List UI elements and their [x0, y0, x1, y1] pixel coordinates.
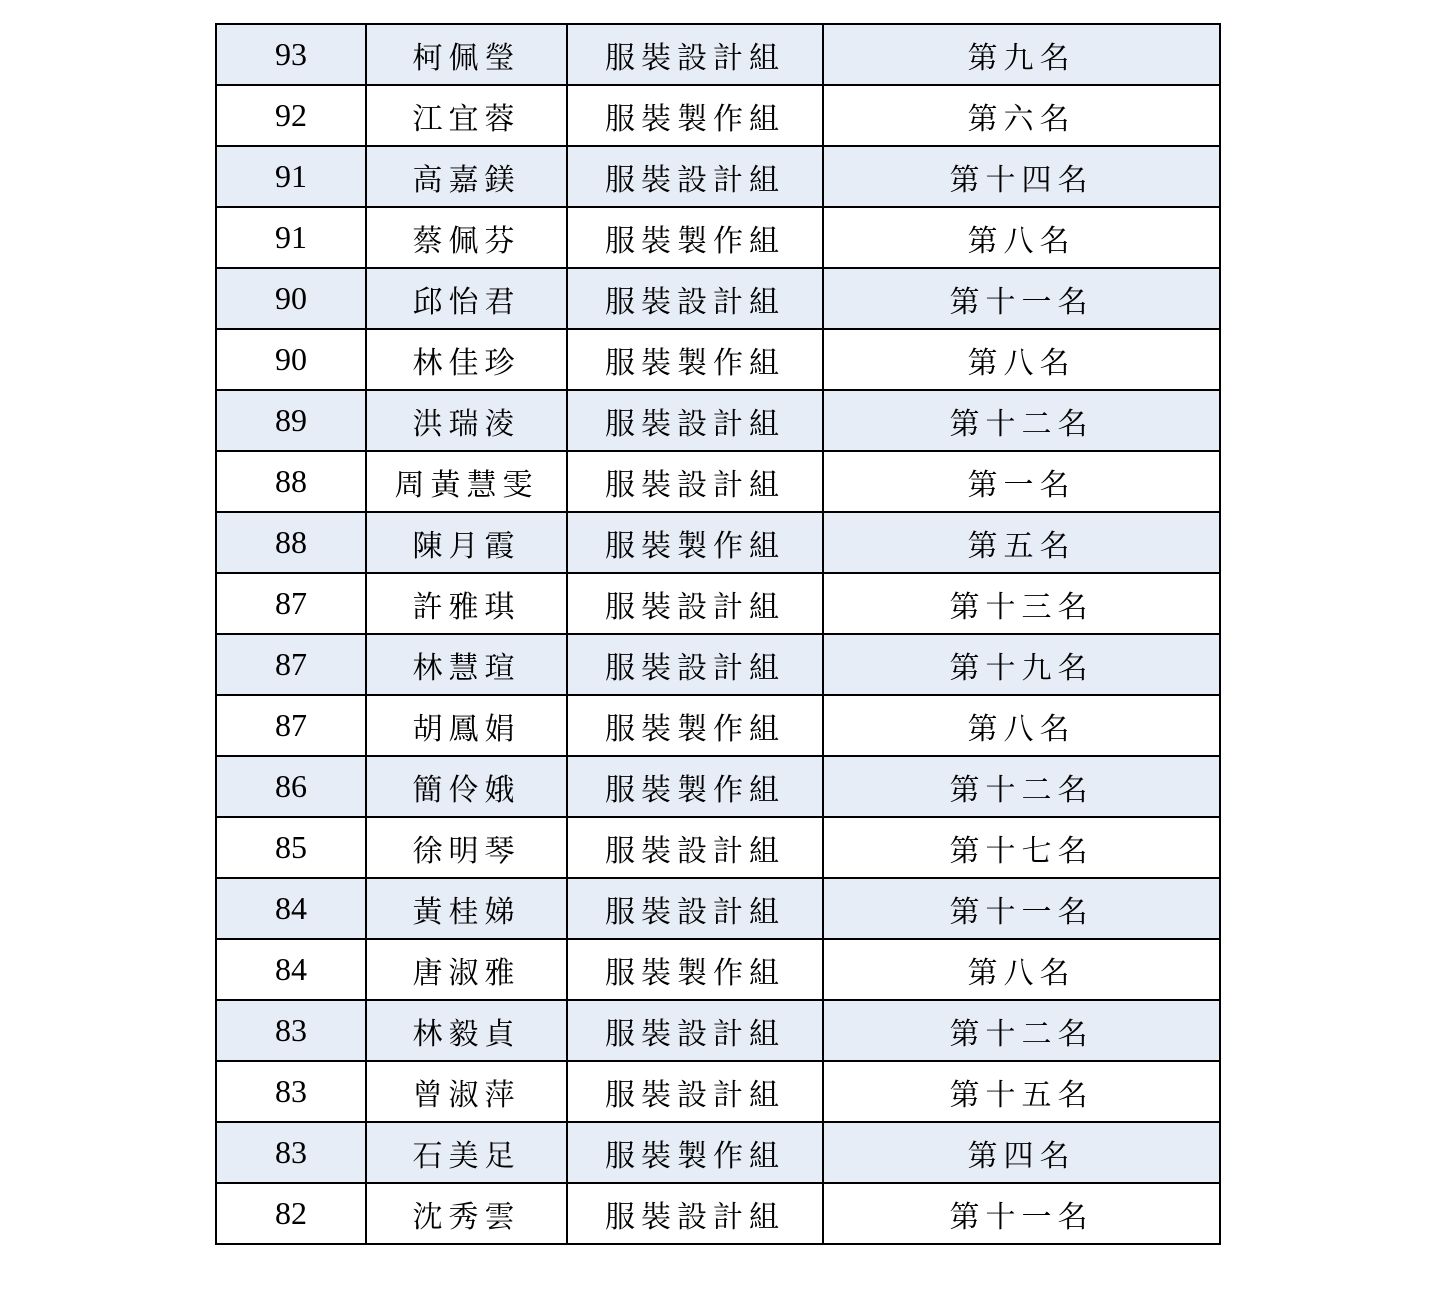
rank-cell: 第十一名 [823, 878, 1220, 939]
group-cell: 服裝設計組 [567, 1061, 823, 1122]
group-cell: 服裝設計組 [567, 146, 823, 207]
group-cell: 服裝製作組 [567, 512, 823, 573]
score-cell: 92 [216, 85, 366, 146]
group-cell: 服裝設計組 [567, 390, 823, 451]
table-row [216, 451, 1220, 512]
rank-cell: 第十二名 [823, 756, 1220, 817]
table-row [216, 878, 1220, 939]
score-cell: 91 [216, 207, 366, 268]
name-cell: 邱怡君 [366, 268, 567, 329]
name-cell: 林慧瑄 [366, 634, 567, 695]
table-row [216, 695, 1220, 756]
group-cell: 服裝設計組 [567, 1183, 823, 1244]
group-cell: 服裝製作組 [567, 756, 823, 817]
results-table [215, 23, 1221, 1245]
group-cell: 服裝設計組 [567, 1000, 823, 1061]
name-cell: 陳月霞 [366, 512, 567, 573]
table-row [216, 146, 1220, 207]
table-row [216, 85, 1220, 146]
rank-cell: 第十一名 [823, 268, 1220, 329]
table-row [216, 1000, 1220, 1061]
table-row [216, 207, 1220, 268]
name-cell: 唐淑雅 [366, 939, 567, 1000]
score-cell: 89 [216, 390, 366, 451]
score-cell: 83 [216, 1000, 366, 1061]
score-cell: 88 [216, 512, 366, 573]
name-cell: 胡鳳娟 [366, 695, 567, 756]
name-cell: 高嘉鎂 [366, 146, 567, 207]
name-cell: 沈秀雲 [366, 1183, 567, 1244]
rank-cell: 第八名 [823, 329, 1220, 390]
table-row [216, 1183, 1220, 1244]
results-table-body [216, 24, 1220, 1244]
rank-cell: 第八名 [823, 207, 1220, 268]
group-cell: 服裝製作組 [567, 695, 823, 756]
rank-cell: 第五名 [823, 512, 1220, 573]
name-cell: 蔡佩芬 [366, 207, 567, 268]
rank-cell: 第四名 [823, 1122, 1220, 1183]
score-cell: 86 [216, 756, 366, 817]
table-row [216, 1122, 1220, 1183]
rank-cell: 第十四名 [823, 146, 1220, 207]
name-cell: 林毅貞 [366, 1000, 567, 1061]
score-cell: 93 [216, 24, 366, 85]
score-cell: 85 [216, 817, 366, 878]
name-cell: 林佳珍 [366, 329, 567, 390]
group-cell: 服裝設計組 [567, 268, 823, 329]
score-cell: 87 [216, 695, 366, 756]
name-cell: 石美足 [366, 1122, 567, 1183]
table-row [216, 756, 1220, 817]
name-cell: 江宜蓉 [366, 85, 567, 146]
group-cell: 服裝製作組 [567, 85, 823, 146]
score-cell: 87 [216, 634, 366, 695]
rank-cell: 第十三名 [823, 573, 1220, 634]
rank-cell: 第一名 [823, 451, 1220, 512]
table-row [216, 1061, 1220, 1122]
score-cell: 91 [216, 146, 366, 207]
group-cell: 服裝製作組 [567, 939, 823, 1000]
score-cell: 83 [216, 1122, 366, 1183]
rank-cell: 第六名 [823, 85, 1220, 146]
score-cell: 87 [216, 573, 366, 634]
rank-cell: 第八名 [823, 695, 1220, 756]
table-row [216, 817, 1220, 878]
score-cell: 88 [216, 451, 366, 512]
table-row [216, 329, 1220, 390]
score-cell: 90 [216, 268, 366, 329]
group-cell: 服裝設計組 [567, 24, 823, 85]
table-row [216, 939, 1220, 1000]
table-row [216, 24, 1220, 85]
name-cell: 許雅琪 [366, 573, 567, 634]
score-cell: 83 [216, 1061, 366, 1122]
group-cell: 服裝設計組 [567, 878, 823, 939]
group-cell: 服裝設計組 [567, 573, 823, 634]
table-row [216, 512, 1220, 573]
name-cell: 簡伶娥 [366, 756, 567, 817]
group-cell: 服裝製作組 [567, 207, 823, 268]
rank-cell: 第十五名 [823, 1061, 1220, 1122]
name-cell: 黃桂娣 [366, 878, 567, 939]
table-row [216, 390, 1220, 451]
name-cell: 徐明琴 [366, 817, 567, 878]
table-row [216, 634, 1220, 695]
group-cell: 服裝設計組 [567, 451, 823, 512]
rank-cell: 第十二名 [823, 1000, 1220, 1061]
name-cell: 曾淑萍 [366, 1061, 567, 1122]
rank-cell: 第十一名 [823, 1183, 1220, 1244]
table-row [216, 573, 1220, 634]
name-cell: 洪瑞淩 [366, 390, 567, 451]
name-cell: 柯佩瑩 [366, 24, 567, 85]
score-cell: 84 [216, 939, 366, 1000]
group-cell: 服裝製作組 [567, 1122, 823, 1183]
score-cell: 90 [216, 329, 366, 390]
score-cell: 82 [216, 1183, 366, 1244]
group-cell: 服裝設計組 [567, 817, 823, 878]
table-row [216, 268, 1220, 329]
rank-cell: 第八名 [823, 939, 1220, 1000]
rank-cell: 第十九名 [823, 634, 1220, 695]
group-cell: 服裝設計組 [567, 634, 823, 695]
rank-cell: 第十二名 [823, 390, 1220, 451]
rank-cell: 第九名 [823, 24, 1220, 85]
name-cell: 周黃慧雯 [366, 451, 567, 512]
group-cell: 服裝製作組 [567, 329, 823, 390]
score-cell: 84 [216, 878, 366, 939]
rank-cell: 第十七名 [823, 817, 1220, 878]
